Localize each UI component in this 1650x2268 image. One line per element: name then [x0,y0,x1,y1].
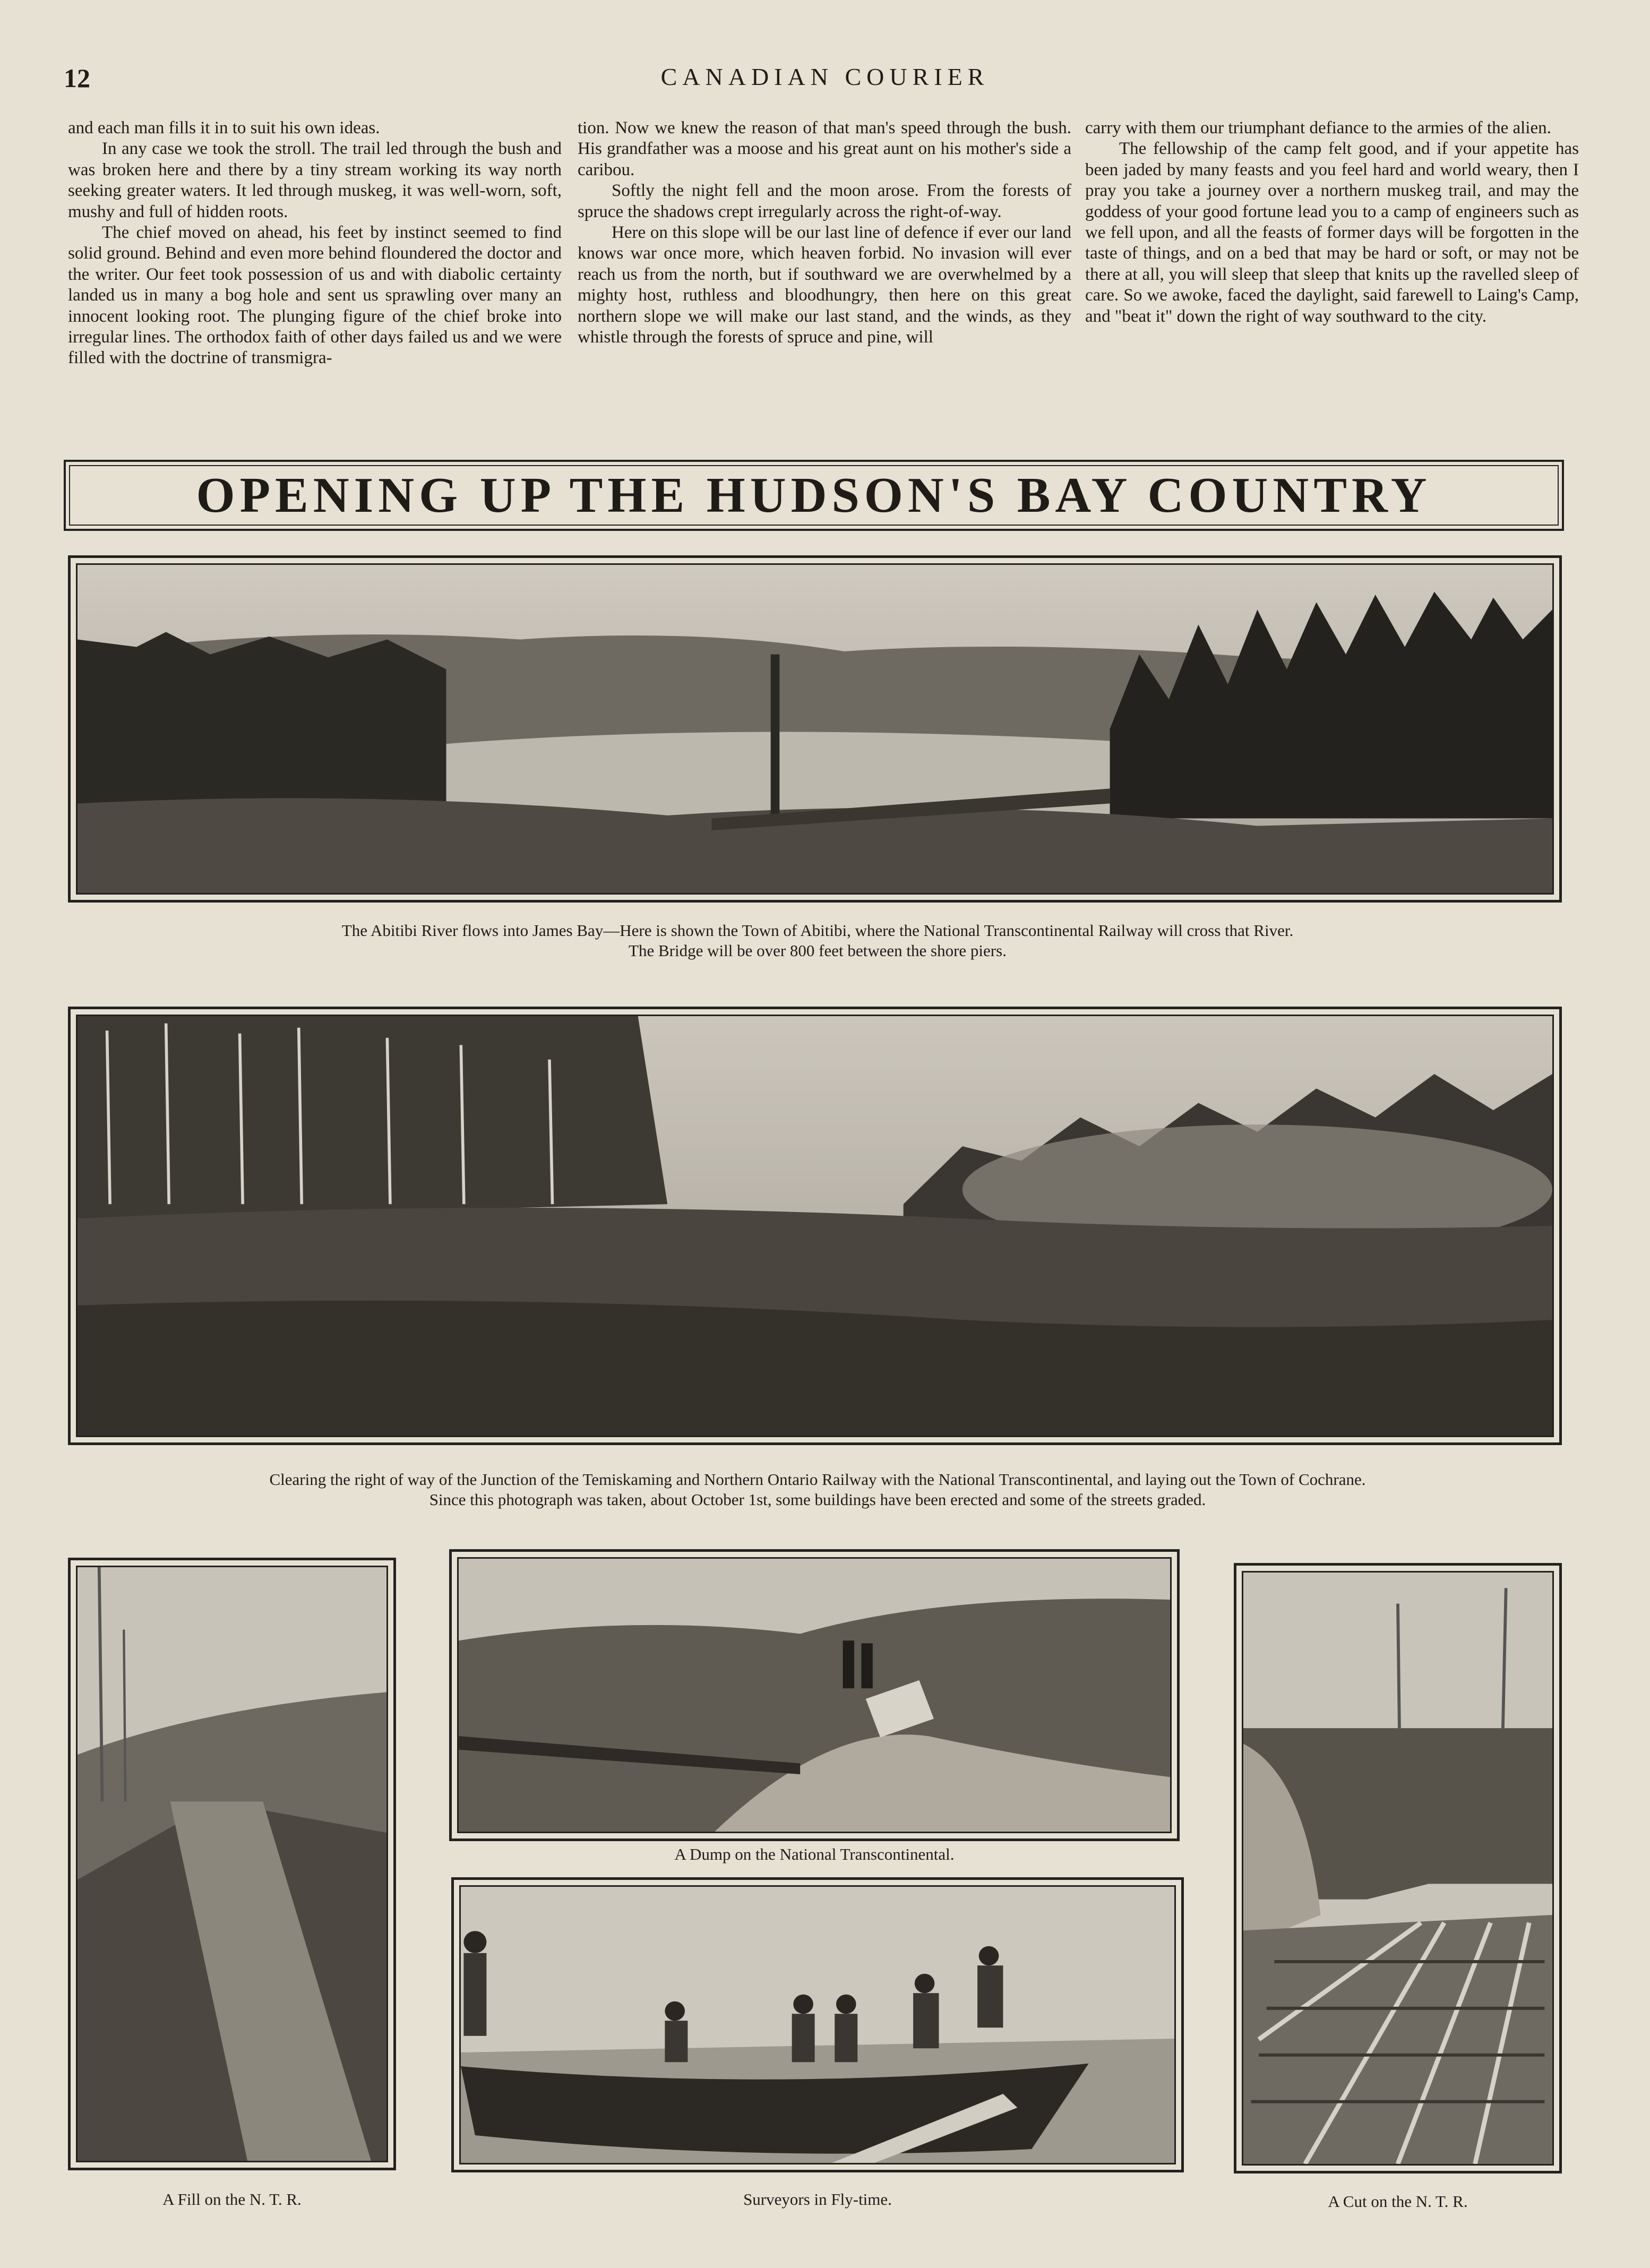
paragraph: Here on this slope will be our last line of defence if ever our land knows war once more, which heaven forbid. No invasion will ever reach us from the north, but if southward we are overwhelmed by a mighty host, ruthless and bloodhungry, then here on this great northern slope we will make our last stand, and the winds, as they whistle through the forests of spruce and pine, will [578,223,1071,347]
fill-caption: A Fill on the N. T. R. [162,2190,302,2209]
cut-photo-frame [1234,1563,1562,2174]
article-column-2 [578,118,1071,348]
page-number: 12 [64,63,90,93]
abitibi-caption [74,921,1561,961]
caption-line: Clearing the right of way of the Junction of the Temiskaming and Northern Ontario Railway with the National Transcontinental, and laying out the Town of Cochrane. [269,1470,1366,1489]
paragraph: Softly the night fell and the moon arose. From the forests of spruce the shadows crept irregularly across the right-of-way. [578,181,1071,221]
cochrane-clearing-photo [76,1015,1554,1437]
paragraph: and each man fills it in to suit his own ideas. [68,118,380,138]
feature-title: OPENING UP THE HUDSON'S BAY COUNTRY [196,468,1432,523]
article-column-1 [68,118,562,369]
paragraph: carry with them our triumphant defiance to the armies of the alien. [1085,118,1551,138]
surveyors-caption: Surveyors in Fly-time. [743,2190,892,2209]
paragraph: The chief moved on ahead, his feet by instinct seemed to find solid ground. Behind and even more behind floundered the doctor and the writer. Our feet took possession of us and with diabolic certainty landed us in many a bog hole and sent us sprawling over many an innocent looking root. The plunging figure of the chief broke into irregular lines. The orthodox faith of other days failed us and we were filled with the doctrine of transmigra- [68,223,562,368]
dump-caption: A Dump on the National Transcontinental. [674,1845,955,1863]
caption-line: Since this photograph was taken, about October 1st, some buildings have been erected and some of the streets graded. [429,1490,1206,1509]
cut-photo [1242,1571,1554,2166]
cochrane-photo-frame [68,1007,1562,1445]
feature-title-box [64,460,1564,531]
dump-photo-frame [449,1549,1180,1841]
abitibi-river-photo [76,563,1554,895]
paragraph: In any case we took the stroll. The trail led through the bush and was broken here and there by a tiny stream working its way north seeking greater waters. It led through muskeg, it was well-worn, soft, mushy and full of hidden roots. [68,139,562,221]
cochrane-caption [74,1470,1561,1510]
paragraph: The fellowship of the camp felt good, and if your appetite has been jaded by many feasts and you feel hard and world weary, then I pray you take a journey over a northern muskeg trail, and may the goddess of your good fortune lead you to a camp of engineers such as we fell upon, and all the feasts of former days will be forgotten in the taste of things, and on a bed that may be hard or soft, or may not be there at all, you will sleep that sleep that knits up the ravelled sleep of care. So we awoke, faced the daylight, said farewell to Laing's Camp, and "beat it" down the right of way southward to the city. [1085,139,1579,326]
running-head: CANADIAN COURIER [660,63,990,90]
surveyors-photo-frame [451,1877,1184,2172]
fill-photo-frame [68,1558,396,2170]
caption-line: The Abitibi River flows into James Bay—Here is shown the Town of Abitibi, where the National Transcontinental Railway will cross that River. [341,921,1294,940]
article-column-3 [1085,118,1579,327]
dump-photo [457,1557,1172,1833]
cut-caption: A Cut on the N. T. R. [1328,2192,1468,2211]
caption-line: The Bridge will be over 800 feet between the shore piers. [629,941,1007,960]
paragraph: tion. Now we knew the reason of that man's speed through the bush. His grandfather was a moose and his great aunt on his mother's side a caribou. [578,118,1071,179]
fill-photo [76,1566,388,2162]
abitibi-photo-frame [68,555,1562,903]
surveyors-photo [459,1885,1176,2164]
